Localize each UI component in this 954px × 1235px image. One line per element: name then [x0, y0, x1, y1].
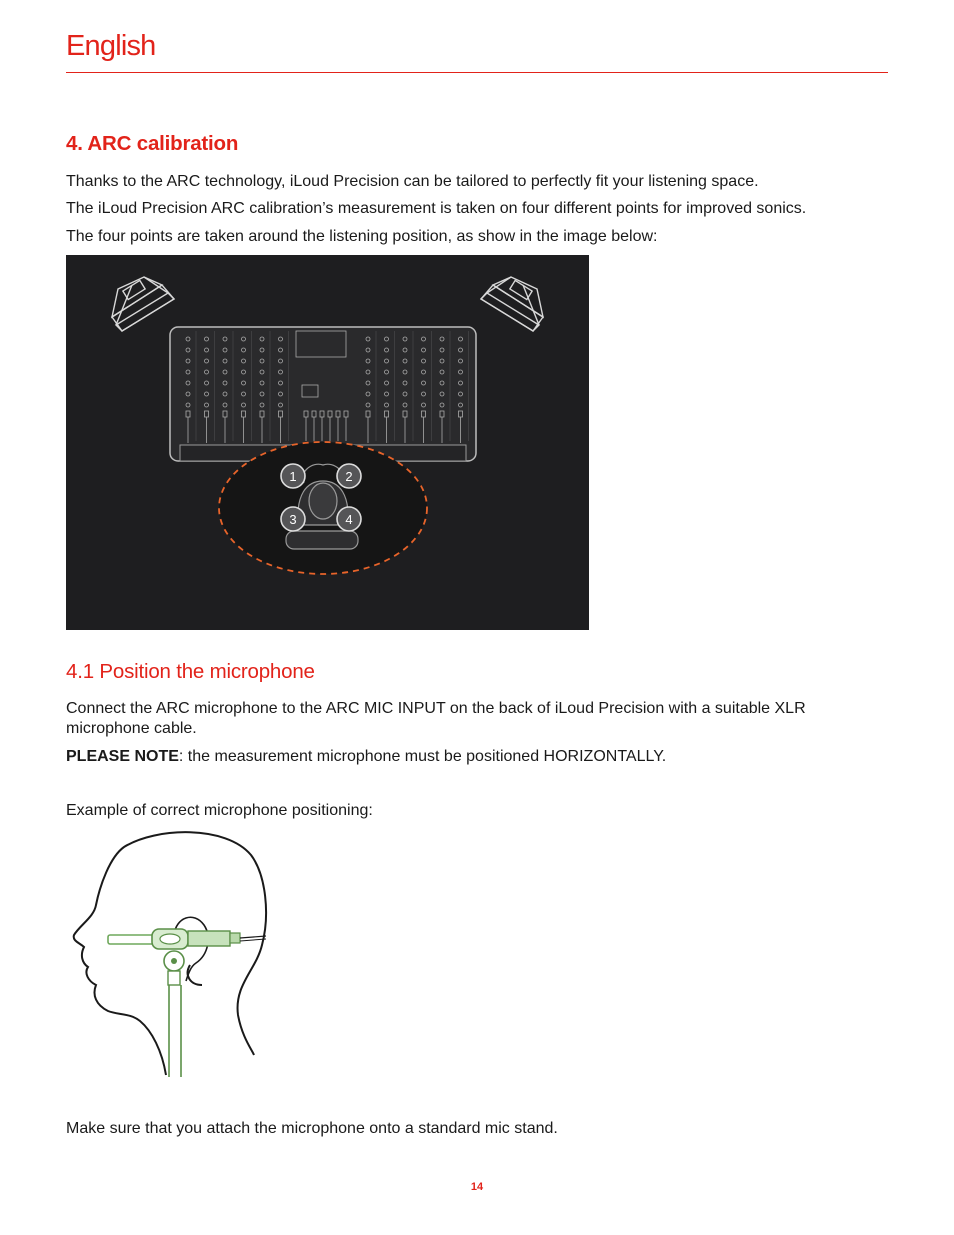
microphone-positioning-figure — [66, 825, 271, 1080]
listening-position-figure — [66, 255, 589, 630]
page-number: 14 — [470, 1181, 484, 1193]
paragraph-2: The iLoud Precision ARC calibration’s measurement is taken on four different points for improved sonics. — [66, 200, 807, 217]
point-2 — [337, 464, 361, 488]
paragraph-1: Thanks to the ARC technology, iLoud Precision can be tailored to perfectly fit your listening space. — [66, 173, 759, 190]
point-3 — [281, 507, 305, 531]
note-paragraph — [66, 747, 666, 767]
note-label: PLEASE NOTE — [66, 748, 179, 765]
example-caption: Example of correct microphone positioning: — [66, 802, 373, 819]
header-divider — [66, 72, 888, 73]
section-title: 4. ARC calibration — [66, 132, 239, 155]
closing-paragraph: Make sure that you attach the microphone onto a standard mic stand. — [66, 1120, 558, 1137]
svg-text:1: 1 — [289, 469, 297, 484]
svg-text:4: 4 — [345, 512, 353, 527]
subsection-title: 4.1 Position the microphone — [66, 660, 315, 683]
mixer-console-icon — [170, 327, 476, 461]
point-4 — [337, 507, 361, 531]
note-text: : the measurement microphone must be positioned HORIZONTALLY. — [178, 748, 667, 765]
point-1 — [281, 464, 305, 488]
svg-text:2: 2 — [345, 469, 353, 484]
intro-paragraph: Connect the ARC microphone to the ARC MIC INPUT on the back of iLoud Precision with a suitable XLR microphone cable. — [66, 700, 806, 737]
svg-text:3: 3 — [289, 512, 297, 527]
paragraph-3: The four points are taken around the listening position, as show in the image below: — [66, 228, 658, 245]
language-heading: English — [66, 30, 156, 62]
